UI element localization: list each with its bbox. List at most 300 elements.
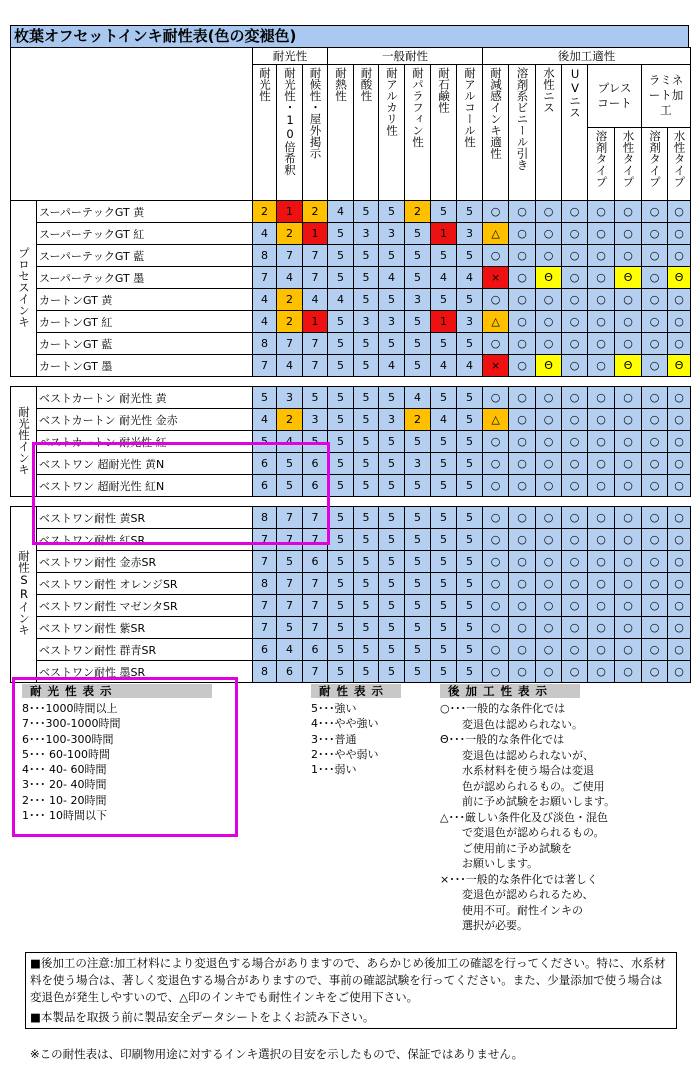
rating-cell: 4 (379, 355, 405, 377)
rating-cell: 6 (253, 639, 277, 661)
rating-cell: ○ (536, 453, 562, 475)
rating-cell: ○ (642, 409, 668, 431)
table-row (11, 595, 691, 617)
rating-cell: 7 (253, 529, 277, 551)
rating-cell: ○ (642, 311, 668, 333)
rating-cell: 4 (303, 289, 328, 311)
rating-cell: 5 (328, 661, 354, 683)
rating-cell: ○ (509, 223, 536, 245)
rating-cell: 7 (303, 529, 328, 551)
rating-cell: 5 (379, 507, 405, 529)
column-label: 耐光性・10倍希釈 (283, 67, 297, 176)
rating-cell: ○ (536, 617, 562, 639)
rating-cell: 4 (328, 289, 354, 311)
rating-cell: ○ (588, 289, 615, 311)
rating-cell: ○ (588, 507, 615, 529)
rating-cell: ○ (615, 475, 642, 497)
rating-cell: ○ (483, 551, 509, 573)
rating-cell: ○ (536, 387, 562, 409)
legend-item: ×･･･一般的な条件化では著しく (440, 872, 598, 886)
legend-item: 7･･･300-1000時間 (22, 717, 121, 731)
rating-cell: 5 (457, 289, 483, 311)
rating-cell: 8 (253, 661, 277, 683)
rating-cell: 5 (405, 267, 431, 289)
rating-cell: ○ (668, 311, 691, 333)
rating-cell: ○ (588, 223, 615, 245)
column-label: 耐パラフィン性 (411, 67, 426, 148)
rating-cell: ○ (642, 431, 668, 453)
rating-cell: 5 (431, 595, 457, 617)
rating-cell: ○ (562, 453, 588, 475)
rating-cell: 7 (303, 661, 328, 683)
rating-cell: 5 (457, 333, 483, 355)
rating-cell: 3 (379, 223, 405, 245)
rating-cell: 5 (303, 431, 328, 453)
rating-cell: 5 (457, 409, 483, 431)
rating-cell: 5 (379, 661, 405, 683)
rating-cell: ○ (536, 409, 562, 431)
product-name: ベストワン耐性 群青SR (37, 639, 253, 661)
rating-cell: ○ (509, 661, 536, 683)
rating-cell: 7 (253, 551, 277, 573)
rating-cell: 4 (277, 267, 303, 289)
rating-cell: 4 (253, 289, 277, 311)
column-header (277, 65, 303, 201)
rating-cell: 5 (431, 529, 457, 551)
rating-cell: 5 (457, 201, 483, 223)
rating-cell: ○ (562, 267, 588, 289)
rating-cell: ○ (536, 529, 562, 551)
rating-cell: 7 (277, 507, 303, 529)
rating-cell: 8 (253, 333, 277, 355)
rating-cell: ○ (668, 661, 691, 683)
legend-item: 使用不可。耐性インキの (440, 903, 583, 917)
rating-cell: 5 (405, 333, 431, 355)
legend-item: 4･･･やや強い (311, 717, 379, 731)
rating-cell: 5 (457, 595, 483, 617)
column-header (328, 65, 354, 201)
rating-cell: 5 (457, 507, 483, 529)
rating-cell: ○ (483, 431, 509, 453)
table-row (11, 551, 691, 573)
rating-cell: 5 (354, 661, 379, 683)
legend-item: ご使用前に予め試験を (440, 841, 572, 855)
table-row (11, 355, 691, 377)
rating-cell: ○ (509, 453, 536, 475)
legend-resist-title: 耐性表示 (311, 684, 401, 698)
rating-cell: ○ (588, 267, 615, 289)
rating-cell: 1 (303, 223, 328, 245)
rating-cell: ○ (562, 223, 588, 245)
rating-cell: ○ (615, 529, 642, 551)
rating-cell: ○ (562, 387, 588, 409)
rating-cell: ○ (615, 595, 642, 617)
rating-cell: 5 (431, 431, 457, 453)
rating-cell: 5 (253, 387, 277, 409)
rating-cell: ○ (509, 475, 536, 497)
table-row (11, 333, 691, 355)
rating-cell: 5 (431, 201, 457, 223)
rating-cell: ○ (615, 289, 642, 311)
legend-item: 変退色が認められるため、 (440, 888, 594, 901)
rating-cell: ○ (483, 573, 509, 595)
rating-cell: 7 (277, 333, 303, 355)
rating-cell: 2 (405, 409, 431, 431)
rating-cell: 6 (303, 551, 328, 573)
rating-cell: ○ (588, 595, 615, 617)
rating-cell: 5 (457, 453, 483, 475)
legend-item: 水系材料を使う場合は変退 (440, 764, 594, 777)
product-name: カートンGT 黄 (37, 289, 253, 311)
rating-cell: 5 (405, 617, 431, 639)
rating-cell: Θ (668, 355, 691, 377)
rating-cell: ○ (509, 551, 536, 573)
rating-cell: ○ (536, 551, 562, 573)
product-name: ベストカートン 耐光性 紅 (37, 431, 253, 453)
sub-column-label: 水性タイプ (621, 129, 636, 188)
rating-cell: 5 (328, 529, 354, 551)
legend-item: ○･･･一般的な条件化では (440, 702, 566, 715)
rating-cell: 5 (457, 661, 483, 683)
rating-cell: ○ (668, 201, 691, 223)
rating-cell: ○ (509, 507, 536, 529)
column-header (536, 65, 562, 201)
rating-cell: 4 (457, 267, 483, 289)
rating-cell: ○ (509, 267, 536, 289)
page-title: 枚葉オフセットインキ耐性表(色の変褪色) (10, 25, 689, 48)
rating-cell: ○ (668, 551, 691, 573)
rating-cell: ○ (588, 431, 615, 453)
sub-column-header (668, 127, 691, 200)
rating-cell: ○ (509, 529, 536, 551)
legend-post-title: 後加工性表示 (440, 684, 580, 698)
rating-cell: ○ (588, 409, 615, 431)
gap-cell (11, 377, 691, 387)
rating-cell: 8 (253, 507, 277, 529)
group-light: 耐光性 (253, 48, 328, 65)
rating-cell: 5 (431, 453, 457, 475)
rating-cell: ○ (536, 573, 562, 595)
product-name: カートンGT 藍 (37, 333, 253, 355)
table-row (11, 573, 691, 595)
rating-cell: ○ (615, 311, 642, 333)
column-label: UVニス (568, 67, 583, 118)
rating-cell: Θ (536, 355, 562, 377)
rating-cell: ○ (642, 453, 668, 475)
rating-cell: 5 (457, 573, 483, 595)
rating-cell: 5 (405, 573, 431, 595)
column-label: 耐石鹸性 (437, 67, 452, 113)
legend-post (440, 684, 680, 934)
sub-column-label: 溶剤タイプ (648, 129, 663, 188)
legend-item: 5･･･ 60-100時間 (22, 747, 110, 761)
rating-cell: 5 (431, 617, 457, 639)
rating-cell: ○ (562, 475, 588, 497)
rating-cell: 5 (379, 573, 405, 595)
rating-cell: × (483, 355, 509, 377)
rating-cell: ○ (483, 507, 509, 529)
rating-cell: 5 (405, 311, 431, 333)
rating-cell: ○ (483, 661, 509, 683)
rating-cell: 5 (328, 333, 354, 355)
rating-cell: ○ (642, 387, 668, 409)
product-name: ベストワン 超耐光性 紅N (37, 475, 253, 497)
rating-cell: 5 (379, 453, 405, 475)
rating-cell: ○ (536, 201, 562, 223)
column-label: 耐アルカリ性 (385, 67, 400, 136)
section-label (11, 201, 37, 377)
rating-cell: ○ (536, 475, 562, 497)
rating-cell: 2 (277, 409, 303, 431)
rating-cell: 5 (328, 311, 354, 333)
column-label: 耐光性 (258, 67, 272, 102)
rating-cell: ○ (483, 475, 509, 497)
legend-item: 5･･･強い (311, 702, 357, 715)
product-name: ベストワン 超耐光性 黄N (37, 453, 253, 475)
rating-cell: ○ (615, 617, 642, 639)
product-name: ベストカートン 耐光性 黄 (37, 387, 253, 409)
rating-cell: 5 (328, 387, 354, 409)
product-name: ベストワン耐性 紫SR (37, 617, 253, 639)
rating-cell: 1 (431, 223, 457, 245)
rating-cell: 4 (253, 311, 277, 333)
header-corner (11, 48, 253, 201)
legend-light-title: 耐光性表示 (22, 684, 212, 698)
rating-cell: 5 (354, 573, 379, 595)
rating-cell: 3 (457, 311, 483, 333)
rating-cell: 5 (405, 529, 431, 551)
table-row (11, 387, 691, 409)
rating-cell: 5 (457, 431, 483, 453)
rating-cell: ○ (483, 245, 509, 267)
rating-cell: ○ (588, 387, 615, 409)
product-name: カートンGT 墨 (37, 355, 253, 377)
rating-cell: ○ (483, 289, 509, 311)
column-label: 水性ニス (542, 67, 557, 113)
rating-cell: ○ (562, 617, 588, 639)
rating-cell: ○ (562, 573, 588, 595)
column-header-laminate: ラミネート加工 (642, 65, 691, 128)
product-name: ベストワン耐性 墨SR (37, 661, 253, 683)
rating-cell: 5 (457, 639, 483, 661)
rating-cell: × (483, 267, 509, 289)
rating-cell: 7 (253, 595, 277, 617)
rating-cell: ○ (588, 573, 615, 595)
rating-cell: ○ (562, 529, 588, 551)
rating-cell: 5 (277, 617, 303, 639)
table-row (11, 289, 691, 311)
rating-cell: ○ (536, 223, 562, 245)
column-header (431, 65, 457, 201)
rating-cell: 5 (354, 289, 379, 311)
rating-cell: ○ (509, 245, 536, 267)
resistance-table (10, 47, 691, 683)
rating-cell: 5 (354, 409, 379, 431)
rating-cell: 5 (405, 595, 431, 617)
rating-cell: ○ (562, 409, 588, 431)
rating-cell: ○ (562, 333, 588, 355)
rating-cell: 4 (431, 267, 457, 289)
rating-cell: 7 (303, 573, 328, 595)
rating-cell: ○ (509, 311, 536, 333)
rating-cell: Θ (668, 267, 691, 289)
legend-item: 選択が必要。 (440, 919, 528, 932)
rating-cell: 8 (253, 573, 277, 595)
rating-cell: Θ (536, 267, 562, 289)
legend-item: で変退色が認められるもの。 (440, 826, 605, 839)
rating-cell: ○ (483, 387, 509, 409)
rating-cell: ○ (642, 573, 668, 595)
rating-cell: 4 (328, 201, 354, 223)
legend-item: 1･･･弱い (311, 763, 357, 777)
rating-cell: ○ (536, 595, 562, 617)
rating-cell: 5 (431, 475, 457, 497)
rating-cell: 5 (328, 639, 354, 661)
rating-cell: ○ (509, 595, 536, 617)
rating-cell: ○ (642, 333, 668, 355)
rating-cell: ○ (668, 409, 691, 431)
rating-cell: ○ (642, 507, 668, 529)
rating-cell: ○ (562, 201, 588, 223)
legend-item: 2･･･やや弱い (311, 747, 379, 761)
rating-cell: 7 (277, 573, 303, 595)
product-name: ベストワン耐性 金赤SR (37, 551, 253, 573)
rating-cell: 5 (431, 245, 457, 267)
rating-cell: ○ (509, 409, 536, 431)
rating-cell: ○ (668, 453, 691, 475)
rating-cell: ○ (483, 617, 509, 639)
rating-cell: 5 (328, 355, 354, 377)
rating-cell: ○ (668, 639, 691, 661)
legend-light (22, 684, 212, 823)
legend-item: 前に予め試験をお願いします。 (440, 795, 616, 808)
rating-cell: ○ (615, 431, 642, 453)
rating-cell: ○ (642, 551, 668, 573)
rating-cell: ○ (668, 529, 691, 551)
rating-cell: 5 (431, 551, 457, 573)
rating-cell: ○ (483, 639, 509, 661)
column-header (483, 65, 509, 201)
rating-cell: △ (483, 311, 509, 333)
rating-cell: 4 (253, 223, 277, 245)
rating-cell: ○ (483, 333, 509, 355)
rating-cell: ○ (562, 431, 588, 453)
rating-cell: ○ (562, 355, 588, 377)
rating-cell: 5 (328, 475, 354, 497)
table-row (11, 639, 691, 661)
rating-cell: ○ (668, 387, 691, 409)
rating-cell: ○ (588, 475, 615, 497)
rating-cell: ○ (668, 333, 691, 355)
legend-item: Θ･･･一般的な条件化では (440, 733, 565, 746)
section-gap (11, 377, 691, 387)
rating-cell: 5 (379, 595, 405, 617)
rating-cell: 5 (431, 333, 457, 355)
legend-item: △･･･厳しい条件化及び淡色・混色 (440, 810, 608, 824)
rating-cell: 5 (354, 333, 379, 355)
rating-cell: 7 (277, 245, 303, 267)
rating-cell: 5 (328, 573, 354, 595)
sub-column-header (615, 127, 642, 200)
rating-cell: 5 (354, 617, 379, 639)
rating-cell: ○ (536, 333, 562, 355)
rating-cell: 7 (253, 617, 277, 639)
section-label-text: プロセスインキ (17, 246, 31, 328)
rating-cell: ○ (615, 639, 642, 661)
rating-cell: 5 (328, 551, 354, 573)
legend-item: 変退色は認められない。 (440, 717, 583, 731)
product-name: ベストワン耐性 オレンジSR (37, 573, 253, 595)
rating-cell: ○ (642, 223, 668, 245)
rating-cell: 7 (303, 267, 328, 289)
rating-cell: ○ (562, 311, 588, 333)
rating-cell: 5 (354, 551, 379, 573)
legend-item: 3･･･ 20- 40時間 (22, 778, 107, 792)
legend-item: 1･･･ 10時間以下 (22, 809, 107, 823)
rating-cell: 5 (431, 289, 457, 311)
rating-cell: ○ (562, 595, 588, 617)
rating-cell: ○ (483, 453, 509, 475)
group-post: 後加工適性 (483, 48, 691, 65)
rating-cell: 5 (354, 431, 379, 453)
rating-cell: 7 (303, 595, 328, 617)
rating-cell: 3 (354, 311, 379, 333)
rating-cell: ○ (562, 661, 588, 683)
rating-cell: 5 (405, 475, 431, 497)
rating-cell: 5 (328, 409, 354, 431)
rating-cell: 5 (379, 529, 405, 551)
sub-column-header (642, 127, 668, 200)
rating-cell: ○ (536, 245, 562, 267)
rating-cell: ○ (588, 551, 615, 573)
rating-cell: ○ (562, 507, 588, 529)
column-header (379, 65, 405, 201)
rating-cell: 4 (457, 355, 483, 377)
rating-cell: 3 (405, 289, 431, 311)
rating-cell: ○ (615, 333, 642, 355)
rating-cell: ○ (536, 289, 562, 311)
rating-cell: △ (483, 409, 509, 431)
rating-cell: 5 (277, 475, 303, 497)
rating-cell: 5 (328, 223, 354, 245)
rating-cell: 5 (354, 201, 379, 223)
rating-cell: 5 (379, 245, 405, 267)
rating-cell: 4 (379, 267, 405, 289)
rating-cell: 5 (379, 289, 405, 311)
rating-cell: 7 (253, 267, 277, 289)
rating-cell: ○ (668, 573, 691, 595)
legend-item: お願いします。 (440, 857, 539, 870)
rating-cell: 5 (457, 245, 483, 267)
rating-cell: ○ (615, 387, 642, 409)
rating-cell: ○ (668, 223, 691, 245)
table-row (11, 267, 691, 289)
column-header (354, 65, 379, 201)
rating-cell: ○ (588, 201, 615, 223)
column-header (253, 65, 277, 201)
rating-cell: ○ (536, 431, 562, 453)
rating-cell: ○ (483, 595, 509, 617)
column-header (509, 65, 536, 201)
rating-cell: ○ (509, 573, 536, 595)
rating-cell: 4 (277, 639, 303, 661)
rating-cell: ○ (509, 333, 536, 355)
column-header-press-coat: プレスコート (588, 65, 642, 128)
rating-cell: 7 (303, 245, 328, 267)
sub-column-header (588, 127, 615, 200)
rating-cell: ○ (615, 573, 642, 595)
column-header (457, 65, 483, 201)
